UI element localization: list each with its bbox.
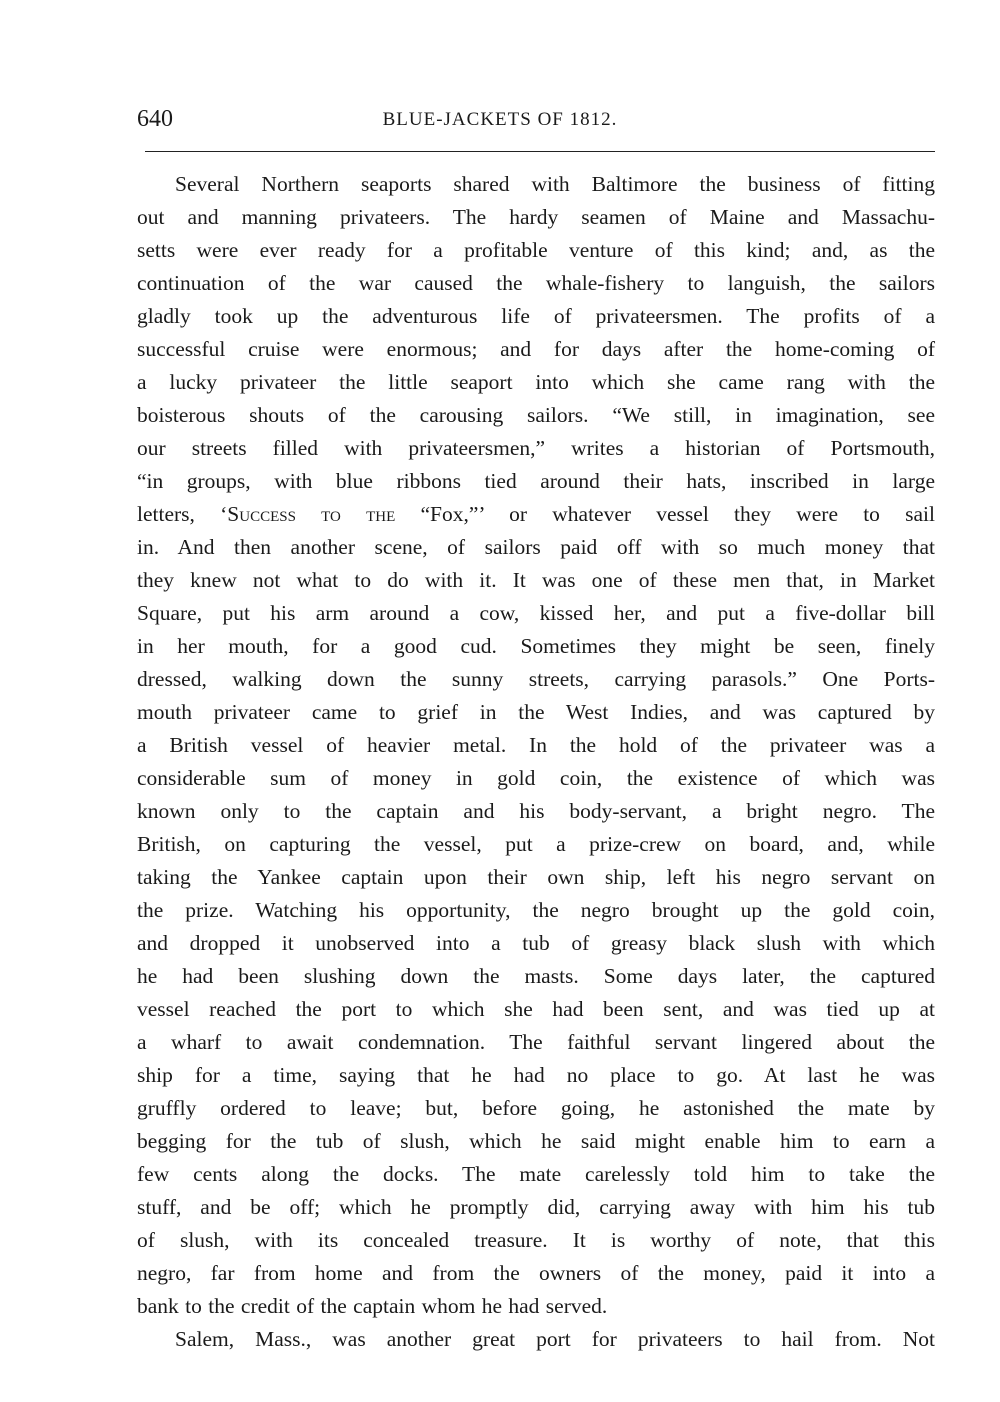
text-line: boisterous shouts of the carousing sailors. “We still, in imagination, see	[137, 403, 935, 427]
text-line: in her mouth, for a good cud. Sometimes they might be seen, finely	[137, 634, 935, 658]
text-line: successful cruise were enormous; and for days after the home-coming of	[137, 337, 935, 361]
text-line: they knew not what to do with it. It was one of these men that, in Market	[137, 568, 935, 592]
text-line: the prize. Watching his opportunity, the negro brought up the gold coin,	[137, 898, 935, 922]
text-line: dressed, walking down the sunny streets, carrying parasols.” One Ports-	[137, 667, 935, 691]
page-number: 640	[137, 106, 173, 132]
text-segment: “Fox,”’ or whatever vessel they were to sail	[395, 502, 935, 526]
text-line	[137, 498, 935, 531]
text-line: stuff, and be off; which he promptly did, carrying away with him his tub	[137, 1195, 935, 1219]
text-line: few cents along the docks. The mate carelessly told him to take the	[137, 1162, 935, 1186]
small-caps-text: Success to the	[227, 502, 396, 526]
text-line: continuation of the war caused the whale-fishery to languish, the sailors	[137, 271, 935, 295]
body-text	[137, 168, 935, 1356]
text-line: considerable sum of money in gold coin, the existence of which was	[137, 766, 935, 790]
text-line: setts were ever ready for a profitable venture of this kind; and, as the	[137, 238, 935, 262]
text-line: a British vessel of heavier metal. In the hold of the privateer was a	[137, 733, 935, 757]
text-line: he had been slushing down the masts. Some days later, the captured	[137, 964, 935, 988]
running-title: BLUE-JACKETS OF 1812.	[382, 109, 618, 130]
text-line: ship for a time, saying that he had no place to go. At last he was	[137, 1063, 935, 1087]
text-line: bank to the credit of the captain whom he had served.	[137, 1294, 608, 1318]
text-line: out and manning privateers. The hardy seamen of Maine and Massachu-	[137, 205, 935, 229]
text-line: Square, put his arm around a cow, kissed her, and put a five-dollar bill	[137, 601, 935, 625]
text-line: mouth privateer came to grief in the West Indies, and was captured by	[137, 700, 935, 724]
text-line: Several Northern seaports shared with Baltimore the business of fitting	[175, 172, 935, 196]
text-line: known only to the captain and his body-servant, a bright negro. The	[137, 799, 935, 823]
text-line: negro, far from home and from the owners of the money, paid it into a	[137, 1261, 935, 1285]
text-segment: letters, ‘	[137, 502, 228, 526]
text-line: “in groups, with blue ribbons tied around their hats, inscribed in large	[137, 469, 935, 493]
text-line: a wharf to await condemnation. The faithful servant lingered about the	[137, 1030, 935, 1054]
text-line: gruffly ordered to leave; but, before going, he astonished the mate by	[137, 1096, 935, 1120]
text-line: in. And then another scene, of sailors paid off with so much money that	[137, 535, 935, 559]
text-line: vessel reached the port to which she had been sent, and was tied up at	[137, 997, 935, 1021]
text-line: our streets filled with privateersmen,” writes a historian of Portsmouth,	[137, 436, 935, 460]
text-line: British, on capturing the vessel, put a prize-crew on board, and, while	[137, 832, 935, 856]
text-line: Salem, Mass., was another great port for privateers to hail from. Not	[175, 1327, 935, 1351]
text-line: and dropped it unobserved into a tub of greasy black slush with which	[137, 931, 935, 955]
text-line: begging for the tub of slush, which he said might enable him to earn a	[137, 1129, 935, 1153]
text-line: taking the Yankee captain upon their own ship, left his negro servant on	[137, 865, 935, 889]
text-line: of slush, with its concealed treasure. It is worthy of note, that this	[137, 1228, 935, 1252]
header-rule	[145, 151, 935, 152]
text-line: gladly took up the adventurous life of privateersmen. The profits of a	[137, 304, 935, 328]
text-line: a lucky privateer the little seaport into which she came rang with the	[137, 370, 935, 394]
